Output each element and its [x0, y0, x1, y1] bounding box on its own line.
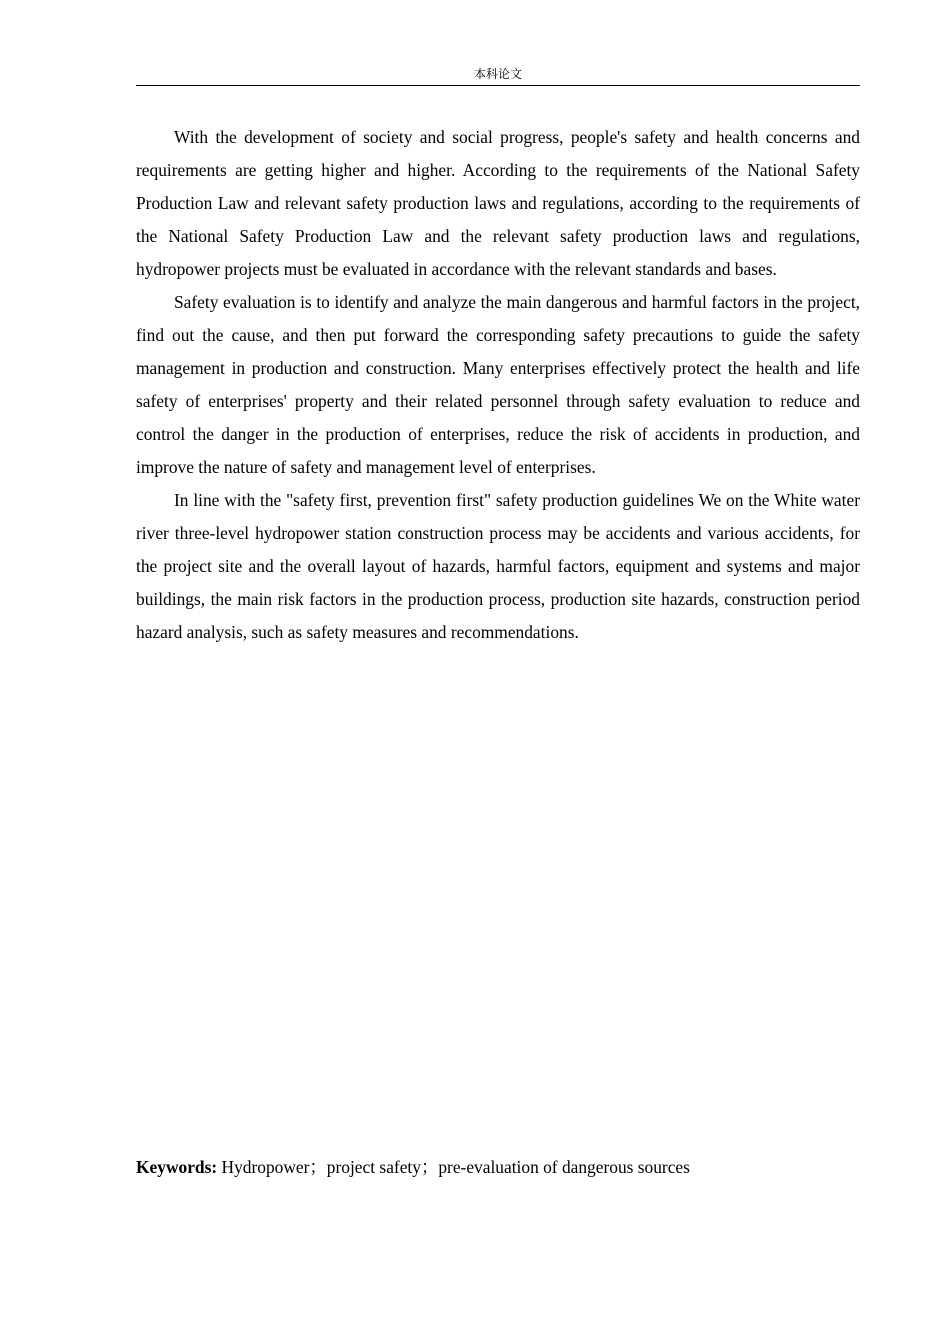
keywords-label: Keywords:: [136, 1157, 218, 1177]
abstract-paragraph-1: With the development of society and social progress, people's safety and health concerns and requirements are getting higher and higher. According to the requirements of the National Safety Production Law and relevant safety production laws and regulations, according to the requirements of the National Safety Production Law and the relevant safety production laws and regulations, hydropower projects must be evaluated in accordance with the relevant standards and bases.: [136, 127, 860, 279]
keywords-line: [136, 1151, 860, 1184]
running-header: 本科论文: [473, 67, 522, 81]
header-rule: [136, 85, 860, 86]
abstract-body: [136, 121, 860, 649]
abstract-paragraph-2: Safety evaluation is to identify and analyze the main dangerous and harmful factors in the project, find out the cause, and then put forward the corresponding safety precautions to guide the safety management in production and construction. Many enterprises effectively protect the health and life safety of enterprises' property and their related personnel through safety evaluation to reduce and control the danger in the production of enterprises, reduce the risk of accidents in production, and improve the nature of safety and management level of enterprises.: [136, 292, 860, 477]
abstract-paragraph-3: In line with the "safety first, prevention first" safety production guidelines We on the White water river three-level hydropower station construction process may be accidents and various accidents, for the project site and the overall layout of hazards, harmful factors, equipment and systems and major buildings, the main risk factors in the production process, production site hazards, construction period hazard analysis, such as safety measures and recommendations.: [136, 490, 860, 642]
keywords-text: Hydropower；project safety；pre-evaluation of dangerous sources: [217, 1157, 690, 1177]
